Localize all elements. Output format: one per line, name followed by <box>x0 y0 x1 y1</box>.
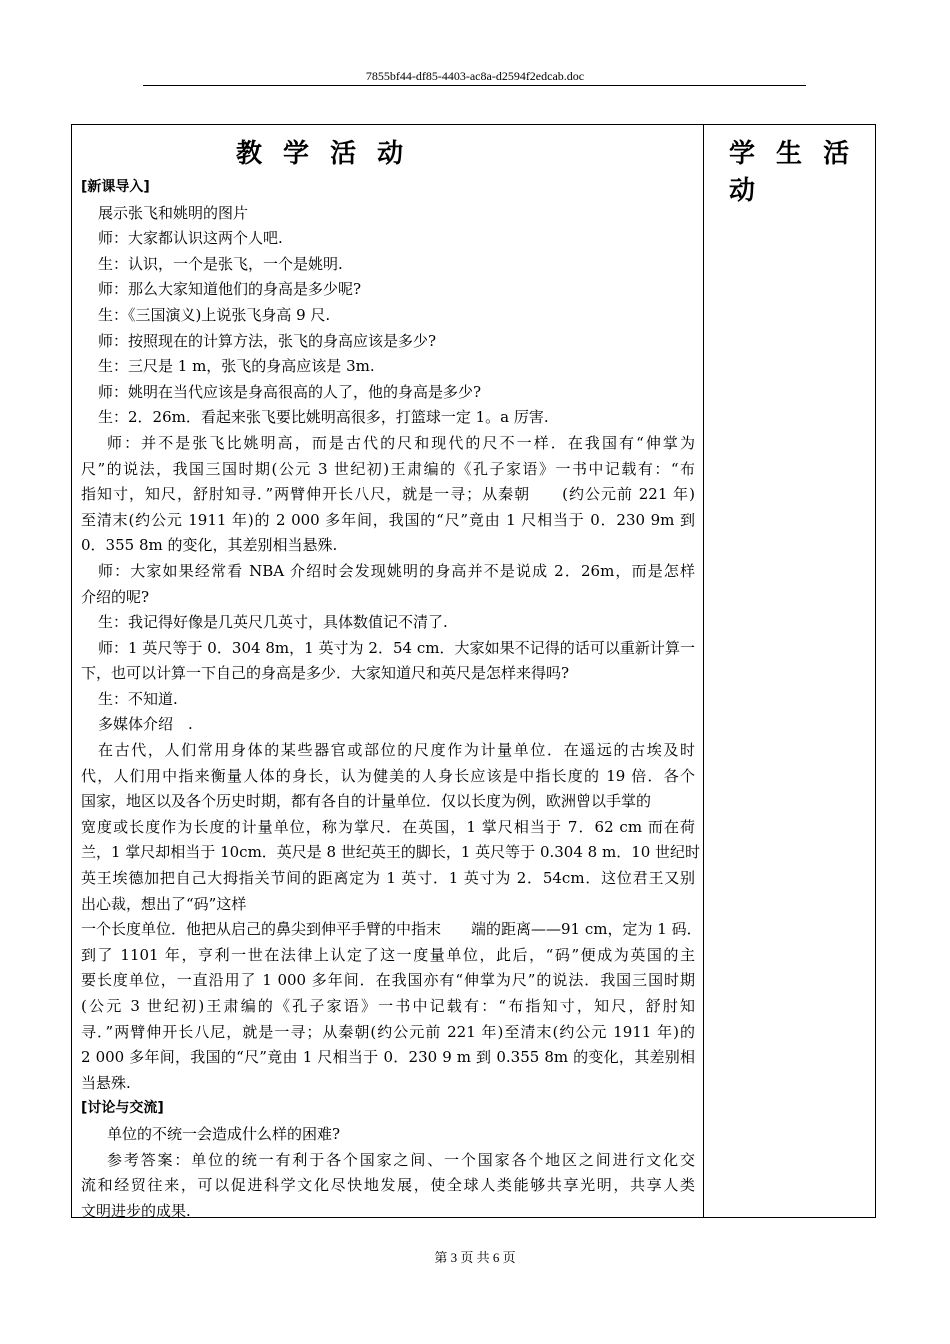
text-line: 要长度单位，一直沿用了 1 000 多年间．在我国亦有“伸掌为尺”的说法．我国三国时期 <box>81 971 695 990</box>
text-line: 0．355 8m 的变化，其差别相当悬殊. <box>81 536 338 555</box>
text-line: 出心裁，想出了“码”这样 <box>81 894 247 913</box>
text-line: 生：三尺是 1 m，张飞的身高应该是 3m. <box>98 357 375 376</box>
text-line: 师：大家如果经常看 NBA 介绍时会发现姚明的身高并不是说成 2．26m，而是怎样 <box>98 561 695 580</box>
text-line: 多媒体介绍 . <box>98 715 193 734</box>
text-line: 一个长度单位．他把从启己的鼻尖到伸平手臂的中指末 端的距离——91 cm，定为 1 码． <box>81 920 702 939</box>
text-line: 生：认识，一个是张飞，一个是姚明. <box>98 254 343 273</box>
text-line: 兰，1 掌尺却相当于 10cm．英尺是 8 世纪英王的脚长，1 英尺等于 0.304 8 m．10 世纪时 <box>81 843 701 862</box>
text-line: 宽度或长度作为长度的计量单位，称为掌尺．在英国，1 掌尺相当于 7．62 cm 而在荷 <box>81 817 695 836</box>
text-line: 寻．”两臂伸开长八尼，就是一寻；从秦朝(约公元前 221 年)至清末(约公元 1911 年)的 <box>81 1022 695 1041</box>
header-divider <box>143 85 806 86</box>
text-line: 单位的不统一会造成什么样的困难? <box>107 1124 341 1143</box>
text-line: 代，人们用中指来衡量人体的身长，认为健美的人身长应该是中指长度的 19 倍．各个 <box>81 766 695 785</box>
lesson-table <box>71 124 876 1218</box>
text-line: 下，也可以计算一下自己的身高是多少．大家知道尺和英尺是怎样来得吗? <box>81 664 570 683</box>
text-line: 流和经贸往来，可以促进科学文化尽快地发展，使全球人类能够共享光明，共享人类 <box>81 1176 695 1195</box>
section-heading: [新课导入] <box>81 179 150 195</box>
text-line: 师：按照现在的计算方法，张飞的身高应该是多少? <box>98 331 437 350</box>
document-filename: 7855bf44-df85-4403-ac8a-d2594f2edcab.doc <box>365 69 585 83</box>
page-number: 第 3 页 共 6 页 <box>434 1250 516 1265</box>
teaching-activities-heading: 教 学 活 动 <box>236 139 410 169</box>
text-line: (公元 3 世纪初)王肃编的《孔子家语》一书中记载有：“布指知寸，知尺，舒肘知 <box>81 997 695 1015</box>
text-line: 师：姚明在当代应该是身高很高的人了，他的身高是多少? <box>98 382 482 401</box>
text-line: 当悬殊. <box>81 1073 131 1092</box>
text-line: 英王埃德加把自己大拇指关节间的距离定为 1 英寸．1 英寸为 2．54cm．这位君王又别 <box>81 869 695 888</box>
text-line: 生：不知道. <box>98 689 178 708</box>
student-activities-heading: 学 生 活 动 <box>729 139 856 206</box>
text-line: 生：我记得好像是几英尺几英寸，具体数值记不清了. <box>98 613 448 632</box>
text-line: 展示张飞和姚明的图片 <box>98 203 249 222</box>
column-divider <box>703 125 704 1217</box>
text-line: 师：那么大家知道他们的身高是多少呢? <box>98 280 362 299</box>
text-line: 介绍的呢? <box>81 587 150 606</box>
text-line: 参考答案：单位的统一有利于各个国家之间、一个国家各个地区之间进行文化交 <box>107 1150 695 1169</box>
text-line: 生：2．26m．看起来张飞要比姚明高很多，打篮球一定 1。a 厉害. <box>98 408 549 427</box>
teaching-content <box>81 175 702 1224</box>
text-line: 文明进步的成果. <box>81 1201 191 1220</box>
text-line: 2 000 多年间，我国的“尺”竟由 1 尺相当于 0．230 9 m 到 0.355 8m 的变化，其差别相 <box>81 1048 695 1067</box>
text-line: 到了 1101 年，亨利一世在法律上认定了这一度量单位，此后，“码”便成为英国的主 <box>81 945 695 964</box>
text-line: 在古代，人们常用身体的某些器官或部位的尺度作为计量单位．在遥远的古埃及时 <box>98 741 695 760</box>
text-line: 尺”的说法，我国三国时期(公元 3 世纪初)王肃编的《孔子家语》一书中记载有：“布 <box>81 459 695 478</box>
section-heading: [讨论与交流] <box>81 1100 164 1117</box>
text-line: 师：1 英尺等于 0．304 8m，1 英寸为 2．54 cm．大家如果不记得的话可以重新计算一 <box>98 638 695 657</box>
text-line: 生：《三国演义)上说张飞身高 9 尺. <box>98 305 331 324</box>
text-line: 至清末(约公元 1911 年)的 2 000 多年间，我国的“尺”竟由 1 尺相当于 0．230 9m 到 <box>81 510 695 529</box>
text-line: 师：大家都认识这两个人吧. <box>98 229 283 248</box>
text-line: 师：并不是张飞比姚明高，而是古代的尺和现代的尺不一样．在我国有“伸掌为 <box>107 433 695 452</box>
text-line: 国家，地区以及各个历史时期，都有各自的计量单位．仅以长度为例，欧洲曾以手掌的 <box>81 792 652 811</box>
text-line: 指知寸，知尺，舒肘知寻．”两臂伸开长八尺，就是一寻；从秦朝 (约公元前 221 年) <box>81 485 695 504</box>
